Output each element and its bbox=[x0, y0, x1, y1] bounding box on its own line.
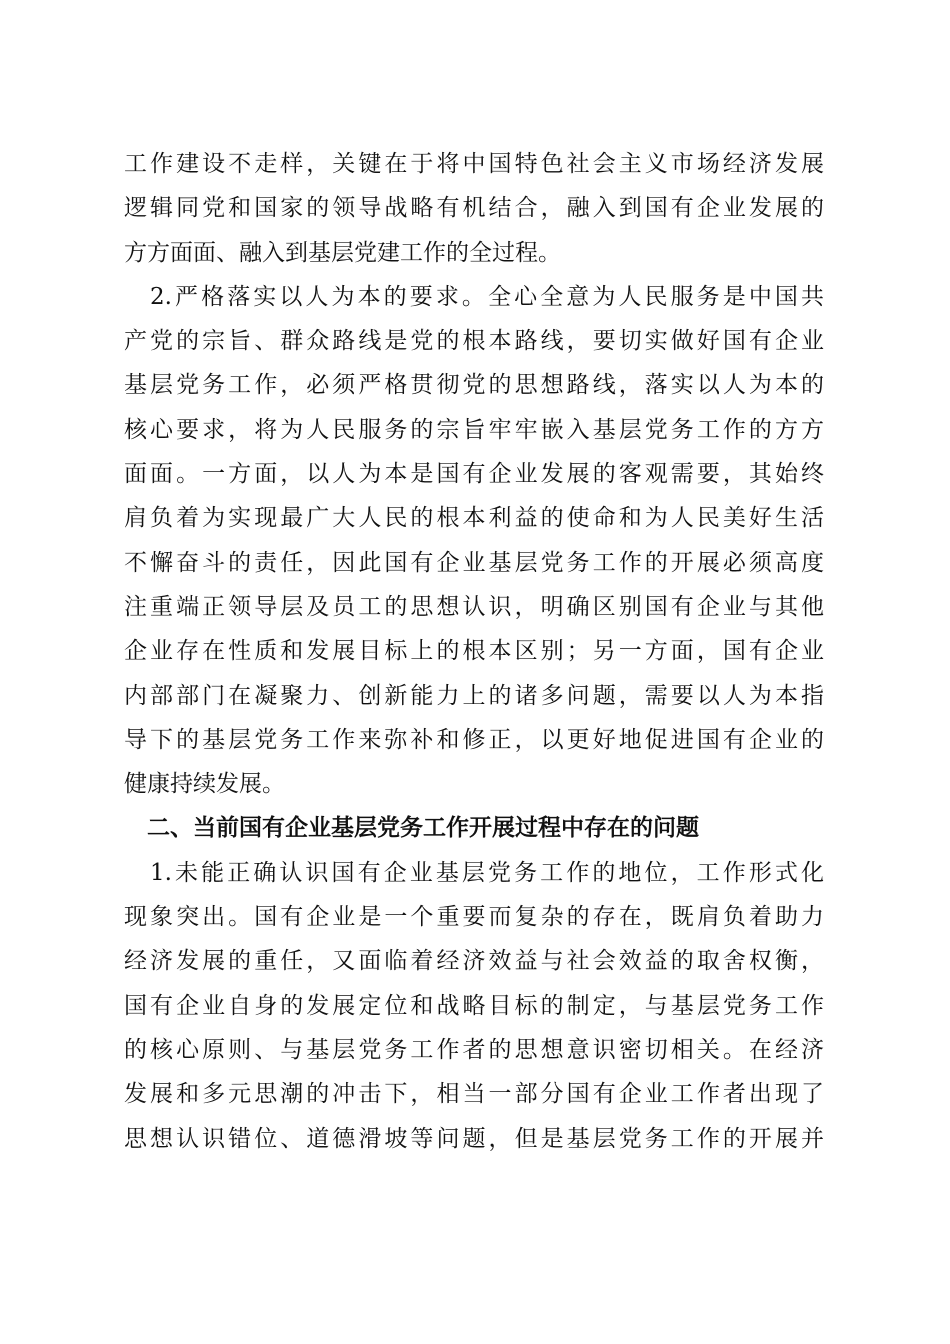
document-page bbox=[124, 142, 824, 1161]
text-line: 健康持续发展。 bbox=[124, 771, 285, 798]
text-line: 2.严格落实以人为本的要求。全心全意为人民服务是中国共 bbox=[150, 283, 824, 310]
text-line: 思想认识错位、道德滑坡等问题，但是基层党务工作的开展并 bbox=[124, 1125, 824, 1152]
text-line: 国有企业自身的发展定位和战略目标的制定，与基层党务工作 bbox=[124, 992, 824, 1019]
text-line: 企业存在性质和发展目标上的根本区别；另一方面，国有企业 bbox=[124, 638, 824, 665]
text-line: 内部部门在凝聚力、创新能力上的诸多问题，需要以人为本指 bbox=[124, 682, 824, 709]
text-line: 导下的基层党务工作来弥补和修正，以更好地促进国有企业的 bbox=[124, 726, 824, 753]
text-line: 现象突出。国有企业是一个重要而复杂的存在，既肩负着助力 bbox=[124, 904, 824, 931]
paragraph-people-oriented bbox=[124, 275, 824, 807]
text-line: 发展和多元思潮的冲击下，相当一部分国有企业工作者出现了 bbox=[124, 1081, 824, 1108]
text-line: 基层党务工作，必须严格贯彻党的思想路线，落实以人为本的 bbox=[124, 372, 824, 399]
paragraph-problems bbox=[124, 851, 824, 1161]
text-line: 工作建设不走样，关键在于将中国特色社会主义市场经济发展 bbox=[124, 151, 824, 177]
text-line: 逻辑同党和国家的领导战略有机结合，融入到国有企业发展的 bbox=[124, 195, 824, 222]
text-line: 面面。一方面，以人为本是国有企业发展的客观需要，其始终 bbox=[124, 461, 824, 488]
text-line: 经济发展的重任，又面临着经济效益与社会效益的取舍权衡， bbox=[124, 948, 824, 975]
text-line: 核心要求，将为人民服务的宗旨牢牢嵌入基层党务工作的方方 bbox=[124, 416, 824, 443]
text-line: 的核心原则、与基层党务工作者的思想意识密切相关。在经济 bbox=[124, 1036, 824, 1063]
text-line: 不懈奋斗的责任，因此国有企业基层党务工作的开展必须高度 bbox=[124, 549, 824, 576]
text-line: 肩负着为实现最广大人民的根本利益的使命和为人民美好生活 bbox=[124, 505, 824, 532]
text-line: 注重端正领导层及员工的思想认识，明确区别国有企业与其他 bbox=[124, 593, 824, 620]
text-line: 方方面面、融入到基层党建工作的全过程。 bbox=[124, 239, 561, 266]
section-heading: 二、当前国有企业基层党务工作开展过程中存在的问题 bbox=[147, 815, 699, 842]
text-line: 1.未能正确认识国有企业基层党务工作的地位，工作形式化 bbox=[150, 859, 824, 886]
paragraph-continuation bbox=[124, 142, 824, 275]
text-line: 产党的宗旨、群众路线是党的根本路线，要切实做好国有企业 bbox=[124, 328, 824, 355]
